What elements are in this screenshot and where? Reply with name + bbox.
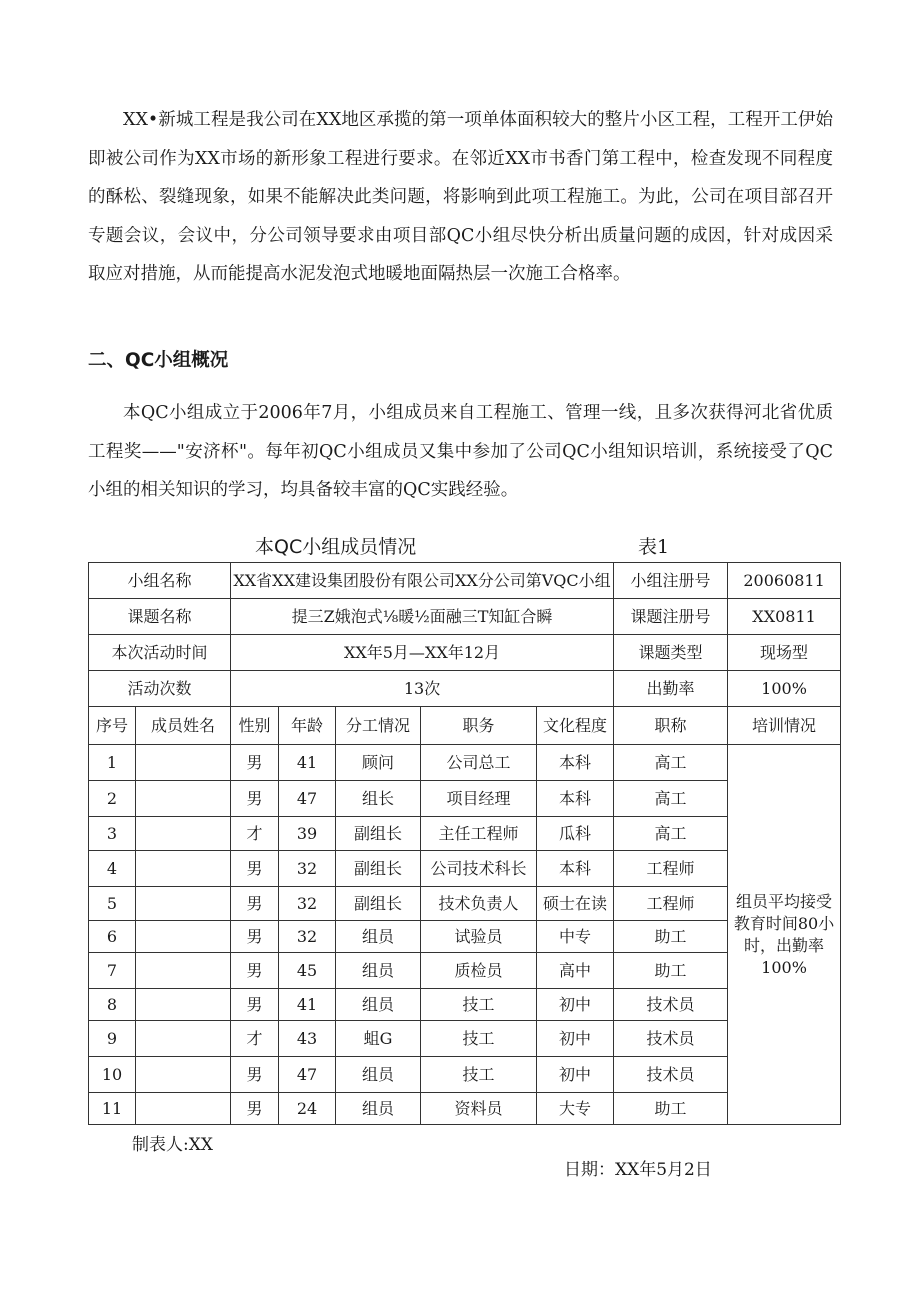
member-cell: 组员 bbox=[336, 1057, 421, 1093]
member-cell: 男 bbox=[231, 851, 279, 887]
member-cell: 技术员 bbox=[614, 989, 728, 1021]
topic-value: 提三Z娥泡式⅛暖½面融三T知缸合瞬 bbox=[231, 599, 614, 635]
member-cell: 副组长 bbox=[336, 817, 421, 851]
member-cell: 助工 bbox=[614, 953, 728, 989]
member-cell bbox=[136, 989, 231, 1021]
member-cell: 公司总工 bbox=[421, 745, 537, 781]
header-row bbox=[89, 707, 841, 745]
member-cell: 组员 bbox=[336, 953, 421, 989]
member-cell: 32 bbox=[279, 851, 336, 887]
maker-label: 制表人:XX bbox=[132, 1135, 213, 1155]
member-cell: 技术负责人 bbox=[421, 887, 537, 921]
count-label: 活动次数 bbox=[89, 671, 231, 707]
overview-paragraph: 本QC小组成立于2006年7月，小组成员来自工程施工、管理一线，且多次获得河北省优质工程奖——"安济杯"。每年初QC小组成员又集中参加了公司QC小组知识培训，系统接受了QC小组的相关知识的学习，均具备较丰富的QC实践经验。 bbox=[88, 403, 833, 500]
table-caption: 本QC小组成员情况 bbox=[255, 536, 417, 558]
member-cell: 试验员 bbox=[421, 921, 537, 953]
table-number: 表1 bbox=[638, 536, 670, 558]
member-cell: 中专 bbox=[537, 921, 614, 953]
training-note: 组员平均接受教育时间80小时，出勤率100% bbox=[728, 745, 841, 1125]
member-cell: 资料员 bbox=[421, 1093, 537, 1125]
header-gender: 性别 bbox=[231, 707, 279, 745]
member-cell: 47 bbox=[279, 1057, 336, 1093]
table-row bbox=[89, 745, 841, 781]
member-cell: 才 bbox=[231, 817, 279, 851]
member-cell: 质检员 bbox=[421, 953, 537, 989]
member-cell bbox=[136, 953, 231, 989]
member-cell: 2 bbox=[89, 781, 136, 817]
member-cell: 技术员 bbox=[614, 1021, 728, 1057]
member-cell: 助工 bbox=[614, 1093, 728, 1125]
topic-reg-label: 课题注册号 bbox=[614, 599, 728, 635]
member-cell: 47 bbox=[279, 781, 336, 817]
member-cell: 硕士在读 bbox=[537, 887, 614, 921]
member-cell bbox=[136, 921, 231, 953]
member-cell: 男 bbox=[231, 921, 279, 953]
member-cell bbox=[136, 817, 231, 851]
member-cell: 项目经理 bbox=[421, 781, 537, 817]
member-cell: 工程师 bbox=[614, 851, 728, 887]
member-cell: 蛆G bbox=[336, 1021, 421, 1057]
member-cell: 男 bbox=[231, 1093, 279, 1125]
member-cell: 1 bbox=[89, 745, 136, 781]
attendance-label: 出勤率 bbox=[614, 671, 728, 707]
topic-reg-value: XX0811 bbox=[728, 599, 841, 635]
attendance-value: 100% bbox=[728, 671, 841, 707]
period-label: 本次活动时间 bbox=[89, 635, 231, 671]
member-cell: 公司技术科长 bbox=[421, 851, 537, 887]
member-cell bbox=[136, 781, 231, 817]
intro-paragraph: XX•新城工程是我公司在XX地区承揽的第一项单体面积较大的整片小区工程，工程开工伊始即被公司作为XX市场的新形象工程进行要求。在邻近XX市书香门第工程中，检查发现不同程度的酥松、裂缝现象，如果不能解决此类问题，将影响到此项工程施工。为此，公司在项目部召开专题会议，会议中，分公司领导要求由项目部QC小组尽快分析出质量问题的成因，针对成因采取应对措施，从而能提高水泥发泡式地暖地面隔热层一次施工合格率。 bbox=[88, 110, 833, 284]
member-cell bbox=[136, 745, 231, 781]
member-cell: 本科 bbox=[537, 745, 614, 781]
member-cell: 组长 bbox=[336, 781, 421, 817]
member-cell: 顾问 bbox=[336, 745, 421, 781]
member-cell: 组员 bbox=[336, 921, 421, 953]
type-value: 现场型 bbox=[728, 635, 841, 671]
member-cell: 41 bbox=[279, 745, 336, 781]
member-cell: 初中 bbox=[537, 1021, 614, 1057]
member-cell: 高工 bbox=[614, 781, 728, 817]
date-label: 日期：XX年5月2日 bbox=[564, 1160, 712, 1180]
section-heading: 二、QC小组概况 bbox=[88, 350, 229, 371]
member-cell: 组员 bbox=[336, 989, 421, 1021]
member-cell: 高工 bbox=[614, 745, 728, 781]
member-cell: 11 bbox=[89, 1093, 136, 1125]
member-cell: 组员 bbox=[336, 1093, 421, 1125]
period-value: XX年5月—XX年12月 bbox=[231, 635, 614, 671]
member-cell: 24 bbox=[279, 1093, 336, 1125]
reg-no-value: 20060811 bbox=[728, 563, 841, 599]
member-cell: 大专 bbox=[537, 1093, 614, 1125]
member-cell: 技工 bbox=[421, 1021, 537, 1057]
member-cell bbox=[136, 1021, 231, 1057]
header-name: 成员姓名 bbox=[136, 707, 231, 745]
member-cell: 男 bbox=[231, 989, 279, 1021]
member-cell: 主任工程师 bbox=[421, 817, 537, 851]
member-cell: 高中 bbox=[537, 953, 614, 989]
type-label: 课题类型 bbox=[614, 635, 728, 671]
member-cell: 技工 bbox=[421, 1057, 537, 1093]
header-age: 年龄 bbox=[279, 707, 336, 745]
group-name-value: XX省XX建设集团股份有限公司XX分公司第VQC小组 bbox=[231, 563, 614, 599]
member-cell: 助工 bbox=[614, 921, 728, 953]
member-cell: 39 bbox=[279, 817, 336, 851]
member-cell: 7 bbox=[89, 953, 136, 989]
reg-no-label: 小组注册号 bbox=[614, 563, 728, 599]
member-cell: 5 bbox=[89, 887, 136, 921]
member-cell: 瓜科 bbox=[537, 817, 614, 851]
member-cell: 本科 bbox=[537, 781, 614, 817]
member-cell: 9 bbox=[89, 1021, 136, 1057]
member-cell: 高工 bbox=[614, 817, 728, 851]
member-cell: 男 bbox=[231, 1057, 279, 1093]
member-cell: 男 bbox=[231, 887, 279, 921]
header-title: 职称 bbox=[614, 707, 728, 745]
member-cell: 43 bbox=[279, 1021, 336, 1057]
header-index: 序号 bbox=[89, 707, 136, 745]
member-cell: 初中 bbox=[537, 989, 614, 1021]
member-cell: 本科 bbox=[537, 851, 614, 887]
member-cell: 32 bbox=[279, 921, 336, 953]
member-cell bbox=[136, 1093, 231, 1125]
header-position: 职务 bbox=[421, 707, 537, 745]
member-cell: 技术员 bbox=[614, 1057, 728, 1093]
member-cell: 技工 bbox=[421, 989, 537, 1021]
member-cell bbox=[136, 1057, 231, 1093]
group-name-label: 小组名称 bbox=[89, 563, 231, 599]
member-cell: 8 bbox=[89, 989, 136, 1021]
member-cell bbox=[136, 887, 231, 921]
member-cell: 男 bbox=[231, 953, 279, 989]
member-cell: 男 bbox=[231, 745, 279, 781]
header-education: 文化程度 bbox=[537, 707, 614, 745]
member-cell: 4 bbox=[89, 851, 136, 887]
member-cell: 才 bbox=[231, 1021, 279, 1057]
header-role: 分工情况 bbox=[336, 707, 421, 745]
members-table bbox=[88, 562, 841, 1125]
topic-label: 课题名称 bbox=[89, 599, 231, 635]
header-training: 培训情况 bbox=[728, 707, 841, 745]
member-cell: 45 bbox=[279, 953, 336, 989]
member-cell: 32 bbox=[279, 887, 336, 921]
member-cell bbox=[136, 851, 231, 887]
member-cell: 10 bbox=[89, 1057, 136, 1093]
member-cell: 6 bbox=[89, 921, 136, 953]
member-cell: 副组长 bbox=[336, 887, 421, 921]
member-cell: 副组长 bbox=[336, 851, 421, 887]
member-cell: 41 bbox=[279, 989, 336, 1021]
member-cell: 初中 bbox=[537, 1057, 614, 1093]
member-cell: 工程师 bbox=[614, 887, 728, 921]
member-cell: 男 bbox=[231, 781, 279, 817]
count-value: 13次 bbox=[231, 671, 614, 707]
member-cell: 3 bbox=[89, 817, 136, 851]
